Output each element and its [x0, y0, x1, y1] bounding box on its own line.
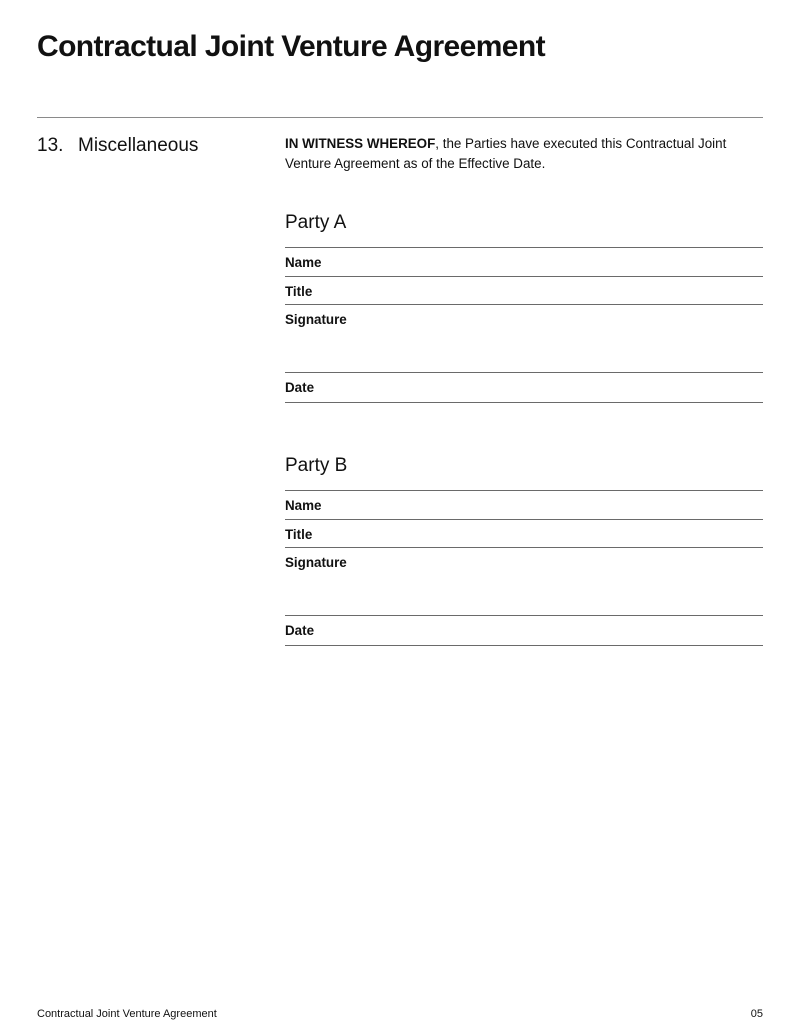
party-a-date-label: Date	[285, 380, 315, 395]
party-a-name-label: Name	[285, 255, 322, 270]
party-a-date-field[interactable]	[285, 373, 763, 403]
section-title: Miscellaneous	[78, 135, 199, 156]
party-a-title-field[interactable]	[285, 277, 763, 305]
section-number: 13.	[37, 135, 64, 156]
party-b-title-field[interactable]	[285, 520, 763, 548]
footer-document-name: Contractual Joint Venture Agreement	[37, 1008, 217, 1020]
party-b-signature-label: Signature	[285, 555, 347, 570]
party-a-signature-block	[285, 210, 763, 403]
party-b-heading: Party B	[285, 453, 763, 491]
witness-clause-lead: IN WITNESS WHEREOF	[285, 136, 436, 151]
section-body	[285, 134, 763, 638]
party-b-date-field[interactable]	[285, 616, 763, 646]
header-divider	[37, 117, 763, 118]
party-a-title-label: Title	[285, 284, 313, 299]
witness-clause	[285, 134, 763, 174]
party-a-name-field[interactable]	[285, 248, 763, 277]
party-a-signature-field[interactable]	[285, 305, 763, 373]
party-b-signature-field[interactable]	[285, 548, 763, 616]
party-b-date-label: Date	[285, 623, 315, 638]
witness-clause-text: , the Parties have executed this Contractual Joint Venture Agreement as of the Effective Date.	[285, 136, 727, 171]
party-a-heading: Party A	[285, 210, 763, 248]
party-b-signature-block	[285, 453, 763, 646]
party-b-title-label: Title	[285, 527, 313, 542]
party-a-signature-label: Signature	[285, 312, 347, 327]
party-b-name-label: Name	[285, 498, 322, 513]
document-title: Contractual Joint Venture Agreement	[37, 30, 545, 63]
party-b-name-field[interactable]	[285, 491, 763, 520]
footer-page-number: 05	[750, 1008, 763, 1020]
